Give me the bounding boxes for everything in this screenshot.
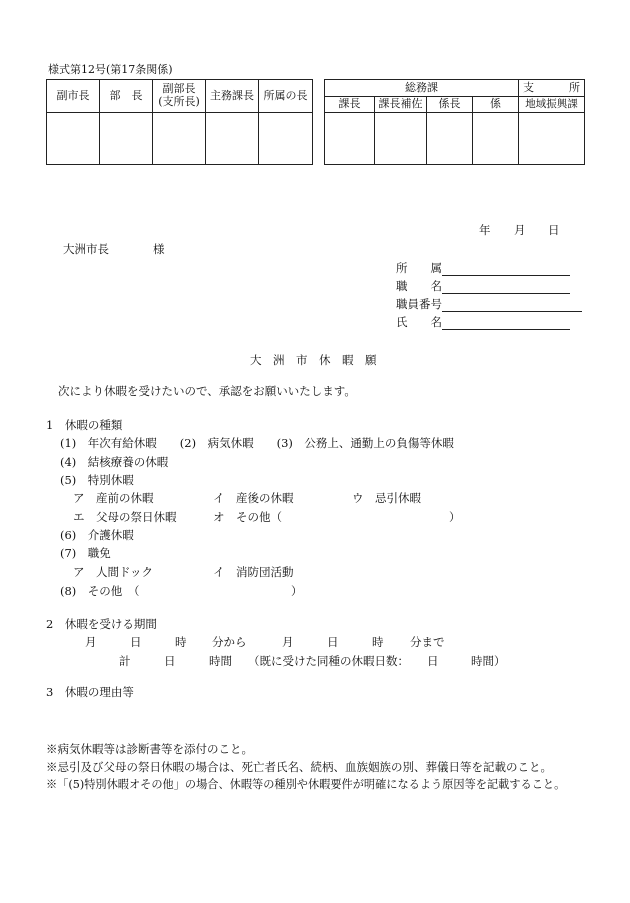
leave-type-row8: (8) その他 （: [60, 584, 140, 598]
header-staff: 係: [473, 97, 519, 113]
special-leave-a: ア 産前の休暇: [73, 491, 154, 505]
leave-type-row3: (5) 特別休暇: [60, 473, 134, 487]
seal-box[interactable]: [427, 113, 473, 165]
special-leave-e-close: ）: [449, 510, 461, 524]
field-line-affiliation[interactable]: [442, 275, 570, 276]
exemption-b: イ 消防団活動: [213, 565, 294, 579]
header-general-affairs: 総務課: [325, 80, 519, 97]
period-from-hour[interactable]: 時: [175, 635, 187, 649]
leave-type-row7: (7) 職免: [60, 546, 111, 560]
section2-heading: 2 休暇を受ける期間: [46, 617, 157, 631]
seal-box[interactable]: [153, 113, 206, 165]
total-days[interactable]: 日: [164, 654, 176, 668]
prior-leave-hours[interactable]: 時間）: [471, 654, 506, 668]
header-deputy-director-line1: 副部長: [162, 82, 196, 96]
period-from-day[interactable]: 日: [130, 635, 142, 649]
header-deputy-director: [153, 80, 206, 113]
header-deputy-director-line2: (支所長): [158, 95, 200, 108]
leave-type-row2: (4) 結核療養の休暇: [60, 455, 169, 469]
special-leave-e: オ その他（: [213, 510, 282, 524]
period-from-month[interactable]: 月: [85, 635, 97, 649]
note-2: ※忌引及び父母の祭日休暇の場合は、死亡者氏名、続柄、血族姻族の別、葬儀日等を記載のこと。: [46, 760, 552, 774]
header-dept-head: 所属の長: [259, 80, 313, 113]
prior-leave-label: （既に受けた同種の休暇日数：: [248, 654, 409, 668]
seal-box[interactable]: [259, 113, 313, 165]
period-to-month[interactable]: 月: [282, 635, 294, 649]
header-director: 部 長: [100, 80, 153, 113]
field-label-position: 職 名: [396, 279, 442, 293]
header-chief: 課長: [325, 97, 375, 113]
total-hours[interactable]: 時間: [209, 654, 232, 668]
form-number: 様式第12号(第17条関係): [48, 63, 173, 76]
seal-box[interactable]: [206, 113, 259, 165]
header-regional-promotion: 地域振興課: [519, 97, 585, 113]
seal-box[interactable]: [473, 113, 519, 165]
leave-type-row6: (6) 介護休暇: [60, 528, 134, 542]
period-from-minute[interactable]: 分から: [212, 635, 247, 649]
section3-heading: 3 休暇の理由等: [46, 685, 134, 699]
header-branch-2: 所: [569, 80, 580, 94]
field-label-name: 氏 名: [396, 315, 442, 329]
period-to-day[interactable]: 日: [327, 635, 339, 649]
prior-leave-days[interactable]: 日: [427, 654, 439, 668]
seal-box[interactable]: [100, 113, 153, 165]
note-1: ※病気休暇等は診断書等を添付のこと。: [46, 742, 253, 756]
date-year[interactable]: 年: [479, 223, 491, 237]
header-vice-mayor: 副市長: [47, 80, 100, 113]
field-label-affiliation: 所 属: [396, 261, 442, 275]
header-branch-1: 支: [523, 80, 534, 94]
leave-type-row8-close: ）: [291, 584, 303, 598]
leave-type-row1: (1) 年次有給休暇 (2) 病気休暇 (3) 公務上、通勤上の負傷等休暇: [60, 436, 454, 450]
addressee: 大洲市長: [63, 242, 109, 256]
seal-box[interactable]: [325, 113, 375, 165]
header-assistant-chief: 課長補佐: [375, 97, 427, 113]
intro-text: 次により休暇を受けたいので、承認をお願いいたします。: [58, 384, 356, 398]
approval-table-left: [46, 79, 313, 165]
field-line-position[interactable]: [442, 293, 570, 294]
special-leave-c: ウ 忌引休暇: [352, 491, 421, 505]
exemption-a: ア 人間ドック: [73, 565, 154, 579]
special-leave-d: エ 父母の祭日休暇: [73, 510, 177, 524]
seal-box[interactable]: [519, 113, 585, 165]
form-title: 大 洲 市 休 暇 願: [250, 353, 377, 367]
honorific: 様: [153, 242, 165, 256]
special-leave-b: イ 産後の休暇: [213, 491, 294, 505]
period-to-minute[interactable]: 分まで: [410, 635, 445, 649]
section1-heading: 1 休暇の種類: [46, 418, 123, 432]
field-line-name[interactable]: [442, 329, 570, 330]
header-branch: [519, 80, 585, 97]
note-3: ※「(5)特別休暇オその他」の場合、休暇等の種別や休暇要件が明確になるよう原因等を記載すること。: [46, 778, 566, 791]
seal-box[interactable]: [47, 113, 100, 165]
seal-box[interactable]: [375, 113, 427, 165]
header-unit-chief: 係長: [427, 97, 473, 113]
approval-table-right: [324, 79, 585, 165]
field-line-employee-number[interactable]: [442, 311, 582, 312]
period-to-hour[interactable]: 時: [372, 635, 384, 649]
field-label-employee-number: 職員番号: [396, 297, 442, 311]
date-day[interactable]: 日: [548, 223, 560, 237]
total-label: 計: [119, 654, 131, 668]
header-section-chief: 主務課長: [206, 80, 259, 113]
date-month[interactable]: 月: [514, 223, 526, 237]
